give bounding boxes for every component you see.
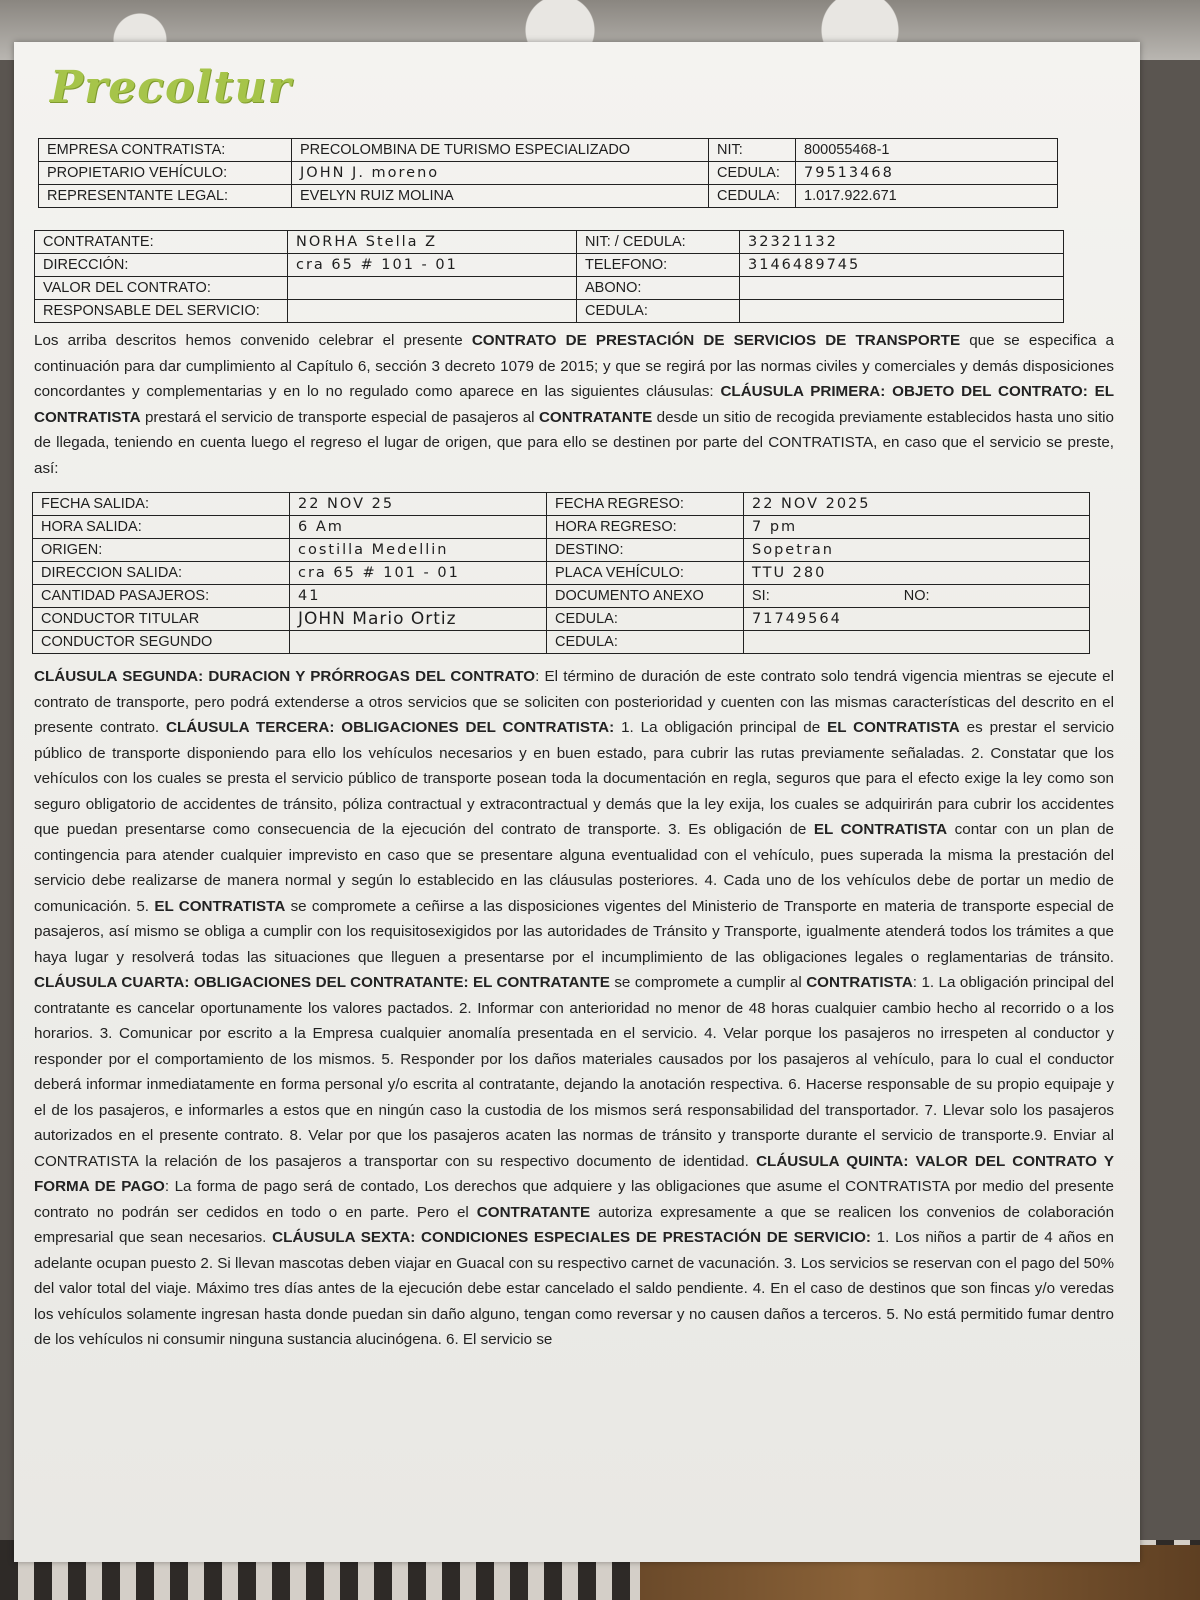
table-row <box>33 631 1090 654</box>
cedula-label: CEDULA: <box>709 162 796 185</box>
fecha-regreso-label: FECHA REGRESO: <box>547 493 744 516</box>
telefono-value: 3146489745 <box>740 254 1064 277</box>
empresa-value: PRECOLOMBINA DE TURISMO ESPECIALIZADO <box>292 139 709 162</box>
contratante-table <box>34 230 1064 323</box>
table-row <box>35 231 1064 254</box>
responsable-label: RESPONSABLE DEL SERVICIO: <box>35 300 288 323</box>
empresa-label: EMPRESA CONTRATISTA: <box>39 139 292 162</box>
propietario-value: JOHN J. moreno <box>292 162 709 185</box>
table-row <box>35 254 1064 277</box>
si-label: SI: <box>752 588 770 604</box>
contratante-value: NORHA Stella Z <box>288 231 577 254</box>
cedula-label: CEDULA: <box>709 185 796 208</box>
table-row <box>33 562 1090 585</box>
clause-text: se compromete a ceñirse a las disposiciones vigentes del Ministerio de Transporte en materia de transporte especial de pasajeros, así mismo se obliga a cumplir con los requisitosexigidos por las autoridades de Tránsito y Transporte, igualmente atenderá todos los trámites a que haya lugar y resolverá todas las situaciones que lleguen a presentarse por el incumplimiento de las obligaciones legales o reglamentarias de tránsito. <box>34 897 1114 966</box>
telefono-label: TELEFONO: <box>577 254 740 277</box>
cedula-label: CEDULA: <box>547 631 744 654</box>
company-table <box>38 138 1058 208</box>
clauses-paragraph <box>34 664 1114 1353</box>
table-row <box>35 300 1064 323</box>
table-row <box>35 277 1064 300</box>
cantidad-label: CANTIDAD PASAJEROS: <box>33 585 290 608</box>
valor-label: VALOR DEL CONTRATO: <box>35 277 288 300</box>
intro-text: Los arriba descritos hemos convenido celebrar el presente <box>34 332 472 349</box>
direccion-salida-label: DIRECCION SALIDA: <box>33 562 290 585</box>
table-row <box>33 539 1090 562</box>
origen-value: costilla Medellin <box>290 539 547 562</box>
intro-bold: CONTRATANTE <box>538 408 653 426</box>
contract-page <box>14 42 1140 1562</box>
clause-heading: CLÁUSULA QUINTA: VALOR DEL CONTRATO Y FORMA DE PAGO <box>34 1152 1114 1195</box>
responsable-cedula <box>740 300 1064 323</box>
clause-text: es prestar el servicio público de transporte disponiendo para ello los vehículos necesarios y en buen estado, para cubrir las rutas previamente señaladas. 2. Constatar que los vehículos con los cuales se presta el servicio público de transporte posean toda la documentación en regla, seguros que para el efecto exige la ley como son seguro obligatorio de accidentes de tránsito, póliza contractual y extracontractual y demás que la ley exija, los cuales se adquirirán para cubrir los accidentes que puedan presentarse como consecuencia de la ejecución del contrato de transporte. 3. Es obligación de <box>34 719 1115 838</box>
clause-text: : El término de duración de este contrato solo tendrá vigencia mientras se ejecute el contrato de transporte, pero podrá extenderse a otros servicios que se soliciten con posterioridad y cuenten con las mismas características del descrito en el presente contrato. <box>34 668 1114 736</box>
abono-label: ABONO: <box>577 277 740 300</box>
company-logo: Precoltur <box>50 62 292 113</box>
intro-paragraph <box>34 328 1114 481</box>
table-row <box>33 493 1090 516</box>
fecha-salida-label: FECHA SALIDA: <box>33 493 290 516</box>
table-row <box>33 516 1090 539</box>
fecha-salida-value: 22 NOV 25 <box>290 493 547 516</box>
cedula-label: CEDULA: <box>547 608 744 631</box>
clause-text: se compromete a cumplir al <box>609 974 807 991</box>
table-row <box>39 139 1058 162</box>
conductor1-label: CONDUCTOR TITULAR <box>33 608 290 631</box>
hora-salida-label: HORA SALIDA: <box>33 516 290 539</box>
conductor2-label: CONDUCTOR SEGUNDO <box>33 631 290 654</box>
fecha-regreso-value: 22 NOV 2025 <box>744 493 1090 516</box>
intro-text: desde un sitio de recogida previamente establecidos hasta uno sitio de llegada, teniendo en cuenta luego el regreso el lugar de origen, que para ello se destinen por parte del CONTRATISTA, en caso que el servicio se preste, así: <box>34 408 1114 477</box>
representante-label: REPRESENTANTE LEGAL: <box>39 185 292 208</box>
clause-bold: CONTRATISTA <box>806 974 913 991</box>
table-row <box>39 185 1058 208</box>
propietario-cedula: 79513468 <box>796 162 1058 185</box>
intro-text: que se especifica a continuación para dar cumplimiento al Capítulo 6, sección 3 decreto 1079 de 2015; y que se regirá por las normas civiles y comerciales y demás disposiciones concordantes y complementarias y en lo no regulado como aparece en las siguientes cláusulas: <box>34 332 1115 400</box>
clause-bold: EL CONTRATISTA <box>813 821 948 838</box>
direccion-value: cra 65 # 101 - 01 <box>288 254 577 277</box>
clause-text: 1. Los niños a partir de 4 años en adelante ocupan puesto 2. Si llevan mascotas deben viajar en Guacal con su respectivo carnet de vacunación. 3. Los servicios se reservan con el pago del 50% del valor total del viaje. Máximo tres días antes de la ejecución debe estar cancelado el saldo pendiente. 4. En el caso de destinos que son fincas y/o veredas los vehículos solamente ingresan hasta donde puedan sin daño alguno, tengan como reversar y no causen daños a terceros. 5. No está permitido fumar dentro de los vehículos ni consumir ninguna sustancia alucinógena. 6. El servicio se <box>34 1229 1114 1348</box>
placa-value: TTU 280 <box>744 562 1090 585</box>
nit-value: 800055468-1 <box>796 139 1058 162</box>
intro-bold: CONTRATO DE PRESTACIÓN DE SERVICIOS DE TRANSPORTE <box>471 332 961 349</box>
clause-text: 1. La obligación principal de <box>614 719 828 736</box>
destino-value: Sopetran <box>744 539 1090 562</box>
placa-label: PLACA VEHÍCULO: <box>547 562 744 585</box>
conductor1-cedula: 71749564 <box>744 608 1090 631</box>
clause-bold: EL CONTRATISTA <box>827 719 960 736</box>
trip-table <box>32 492 1090 654</box>
responsable-value <box>288 300 577 323</box>
hora-regreso-value: 7 pm <box>744 516 1090 539</box>
clause-bold: EL CONTRATISTA <box>154 897 286 915</box>
direccion-salida-value: cra 65 # 101 - 01 <box>290 562 547 585</box>
valor-value <box>288 277 577 300</box>
propietario-label: PROPIETARIO VEHÍCULO: <box>39 162 292 185</box>
origen-label: ORIGEN: <box>33 539 290 562</box>
nit-label: NIT: <box>709 139 796 162</box>
nit-cedula-label: NIT: / CEDULA: <box>577 231 740 254</box>
clause-heading: CLÁUSULA SEXTA: CONDICIONES ESPECIALES DE PRESTACIÓN DE SERVICIO: <box>272 1229 871 1246</box>
conductor1-value: JOHN Mario Ortiz <box>290 608 547 631</box>
clause-text: autoriza expresamente a que se realicen los convenios de colaboración empresarial que sean necesarios. <box>34 1203 1115 1246</box>
clause-bold: CONTRATANTE <box>476 1203 591 1221</box>
conductor2-cedula <box>744 631 1090 654</box>
table-row <box>39 162 1058 185</box>
clause-heading: CLÁUSULA PRIMERA: OBJETO DEL CONTRATO: EL CONTRATISTA <box>34 383 1114 426</box>
conductor2-value <box>290 631 547 654</box>
clause-text: contar con un plan de contingencia para atender cualquier imprevisto en caso que se presentare alguna eventualidad con el vehículo, pues superada la misma la prestación del servicio debe realizarse de manera normal y según lo establecido en las cláusulas posteriores. 4. Cada uno de los vehículos debe de portar un medio de comunicación. 5. <box>34 821 1115 915</box>
hora-salida-value: 6 Am <box>290 516 547 539</box>
nit-cedula-value: 32321132 <box>740 231 1064 254</box>
cantidad-value: 41 <box>290 585 547 608</box>
abono-value <box>740 277 1064 300</box>
direccion-label: DIRECCIÓN: <box>35 254 288 277</box>
cedula-label: CEDULA: <box>577 300 740 323</box>
clause-heading: CLÁUSULA CUARTA: OBLIGACIONES DEL CONTRATANTE: EL CONTRATANTE <box>34 974 610 991</box>
clause-heading: CLÁUSULA SEGUNDA: DURACION Y PRÓRROGAS DEL CONTRATO <box>34 668 536 685</box>
table-row <box>33 608 1090 631</box>
representante-value: EVELYN RUIZ MOLINA <box>292 185 709 208</box>
documento-si-no <box>744 585 1090 608</box>
clause-text: : La forma de pago será de contado, Los derechos que adquiere y las obligaciones que asume el CONTRATISTA por medio del presente contrato no podrán ser cedidos en todo o en parte. Pero el <box>34 1178 1114 1221</box>
documento-label: DOCUMENTO ANEXO <box>547 585 744 608</box>
representante-cedula: 1.017.922.671 <box>796 185 1058 208</box>
table-row <box>33 585 1090 608</box>
destino-label: DESTINO: <box>547 539 744 562</box>
clause-text: : 1. La obligación principal del contratante es cancelar oportunamente los valores pactados. 2. Informar con anterioridad no menor de 48 horas cualquier cambio hecho al recorrido o a los horarios. 3. Comunicar por escrito a la Empresa cualquier anomalía presentada en el servicio. 4. Velar porque los pasajeros no irrespeten al conductor y responder por el comportamiento de los mismos. 5. Responder por los daños materiales causados por los pasajeros al vehículo, para lo cual el conductor deberá informar inmediatamente en forma personal y/o escrita al contratante, dejando la anotación respectiva. 6. Hacerse responsable de su propio equipaje y el de los pasajeros, e informarles a estos que en ningún caso la custodia de los mismos será responsabilidad del transportador. 7. Llevar solo los pasajeros autorizados en el presente contrato. 8. Velar por que los pasajeros acaten las normas de tránsito y transporte durante el servicio de transporte.9. Enviar al CONTRATISTA la relación de los pasajeros a transportar con su respectivo documento de identidad. <box>34 974 1114 1170</box>
clause-heading: CLÁUSULA TERCERA: OBLIGACIONES DEL CONTRATISTA: <box>166 719 615 736</box>
no-label: NO: <box>903 588 930 604</box>
intro-text: prestará el servicio de transporte especial de pasajeros al <box>140 408 539 426</box>
hora-regreso-label: HORA REGRESO: <box>547 516 744 539</box>
contratante-label: CONTRATANTE: <box>35 231 288 254</box>
